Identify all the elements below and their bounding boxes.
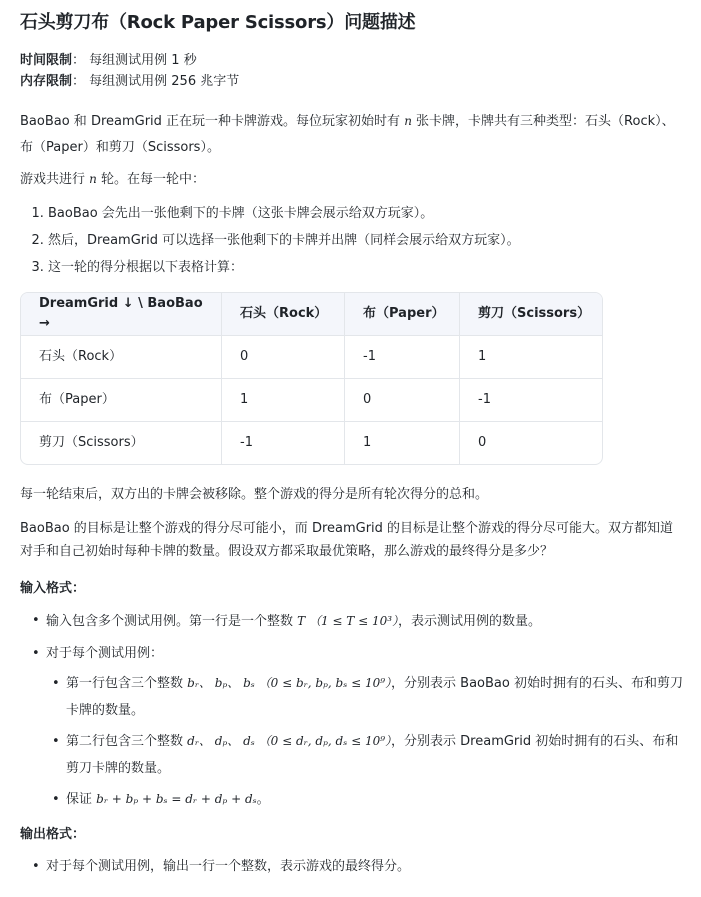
table-header: DreamGrid ↓ \ BaoBao → <box>21 293 222 336</box>
rounds-text-2: 轮。在每一轮中： <box>96 172 206 187</box>
rounds-paragraph <box>20 169 683 190</box>
table-header: 剪刀（Scissors） <box>460 293 603 336</box>
input-item1-text: 输入包含多个测试用例。第一行是一个整数 <box>46 614 298 629</box>
table-cell: 剪刀（Scissors） <box>21 422 222 465</box>
input-list <box>20 611 683 813</box>
intro-text-2: 张卡牌，卡牌共有三种类型：石头（Rock）、布（Paper）和剪刀（Scissors）。 <box>20 114 675 155</box>
sub2-text-2: ，分别表示 DreamGrid 初始时拥有的石头、布和剪刀卡牌的数量。 <box>66 734 679 776</box>
table-cell: -1 <box>222 422 345 465</box>
goal-paragraph: BaoBao 的目标是让整个游戏的得分尽可能小，而 DreamGrid 的目标是让整个游戏的得分尽可能大。双方都知道对手和自己初始时每种卡牌的数量。假设双方都采取最优策略，那么游戏的最终得分是多少？ <box>20 521 674 559</box>
table-cell: 1 <box>222 379 345 422</box>
intro-paragraph <box>20 108 683 161</box>
after-round-paragraph: 每一轮结束后，双方出的卡牌会被移除。整个游戏的得分是所有轮次得分的总和。 <box>20 487 489 502</box>
input-item2-text: 对于每个测试用例： <box>46 646 164 661</box>
input-heading: 输入格式： <box>20 581 86 596</box>
step-item: 1. BaoBao 会先出一张他剩下的卡牌（这张卡牌会展示给双方玩家）。 <box>48 204 683 224</box>
table-row <box>21 422 602 465</box>
table-cell: 0 <box>345 379 460 422</box>
sub1-text-2: ，分别表示 BaoBao 初始时拥有的石头、布和剪刀卡牌的数量。 <box>66 676 683 718</box>
memory-limit-label: 内存限制 <box>20 74 73 89</box>
step-item: 2. 然后，DreamGrid 可以选择一张他剩下的卡牌并出牌（同样会展示给双方玩家）。 <box>48 231 683 251</box>
output-list <box>20 857 683 877</box>
page-title: 石头剪刀布（Rock Paper Scissors）问题描述 <box>20 12 416 33</box>
list-item <box>66 786 683 813</box>
time-limit-value: 每组测试用例 1 秒 <box>89 53 197 68</box>
output-heading: 输出格式： <box>20 827 86 842</box>
sub3-math: bᵣ + bₚ + bₛ = dᵣ + dₚ + dₛ <box>96 792 257 806</box>
sub1-text: 第一行包含三个整数 <box>66 676 188 691</box>
sub1-math: bᵣ、 bₚ、 bₛ （0 ≤ bᵣ, bₚ, bₛ ≤ 10⁹） <box>187 676 392 690</box>
sub3-text: 保证 <box>66 792 97 807</box>
rounds-var-n: n <box>89 172 97 186</box>
memory-limit: 内存限制： 每组测试用例 256 兆字节 <box>20 74 240 89</box>
table-header: 石头（Rock） <box>222 293 345 336</box>
table-cell: -1 <box>345 336 460 379</box>
rounds-text-1: 游戏共进行 <box>20 172 90 187</box>
list-item <box>66 670 683 724</box>
table-cell: 0 <box>478 435 487 450</box>
list-item <box>46 644 683 813</box>
sub2-text: 第二行包含三个整数 <box>66 734 188 749</box>
table-header: 布（Paper） <box>345 293 460 336</box>
table-cell: -1 <box>460 379 603 422</box>
time-limit: 时间限制： 每组测试用例 1 秒 <box>20 53 197 68</box>
table-cell: 0 <box>222 336 345 379</box>
time-limit-label: 时间限制 <box>20 53 73 68</box>
input-item1-math: T （1 ≤ T ≤ 10³） <box>297 614 399 628</box>
table-cell: 布（Paper） <box>21 379 222 422</box>
table-cell: 石头（Rock） <box>21 336 222 379</box>
score-table <box>20 292 603 465</box>
table-row <box>21 336 602 379</box>
sub2-math: dᵣ、 dₚ、 dₛ （0 ≤ dᵣ, dₚ, dₛ ≤ 10⁹） <box>187 734 392 748</box>
table-cell: 1 <box>460 336 603 379</box>
table-row <box>21 379 602 422</box>
intro-var-n: n <box>404 114 412 128</box>
input-item1-text-2: ，表示测试用例的数量。 <box>398 614 542 629</box>
round-steps-list <box>20 204 683 278</box>
memory-limit-value: 每组测试用例 256 兆字节 <box>89 74 240 89</box>
list-item <box>46 611 683 632</box>
list-item <box>66 728 683 782</box>
sub3-text-2: 。 <box>256 792 270 807</box>
table-header-row <box>21 293 602 336</box>
step-item: 3. 这一轮的得分根据以下表格计算： <box>48 258 683 278</box>
table-cell: 1 <box>345 422 460 465</box>
list-item: • 对于每个测试用例，输出一行一个整数，表示游戏的最终得分。 <box>46 857 683 877</box>
intro-text-1: BaoBao 和 DreamGrid 正在玩一种卡牌游戏。每位玩家初始时有 <box>20 114 405 129</box>
input-sublist <box>46 670 683 813</box>
